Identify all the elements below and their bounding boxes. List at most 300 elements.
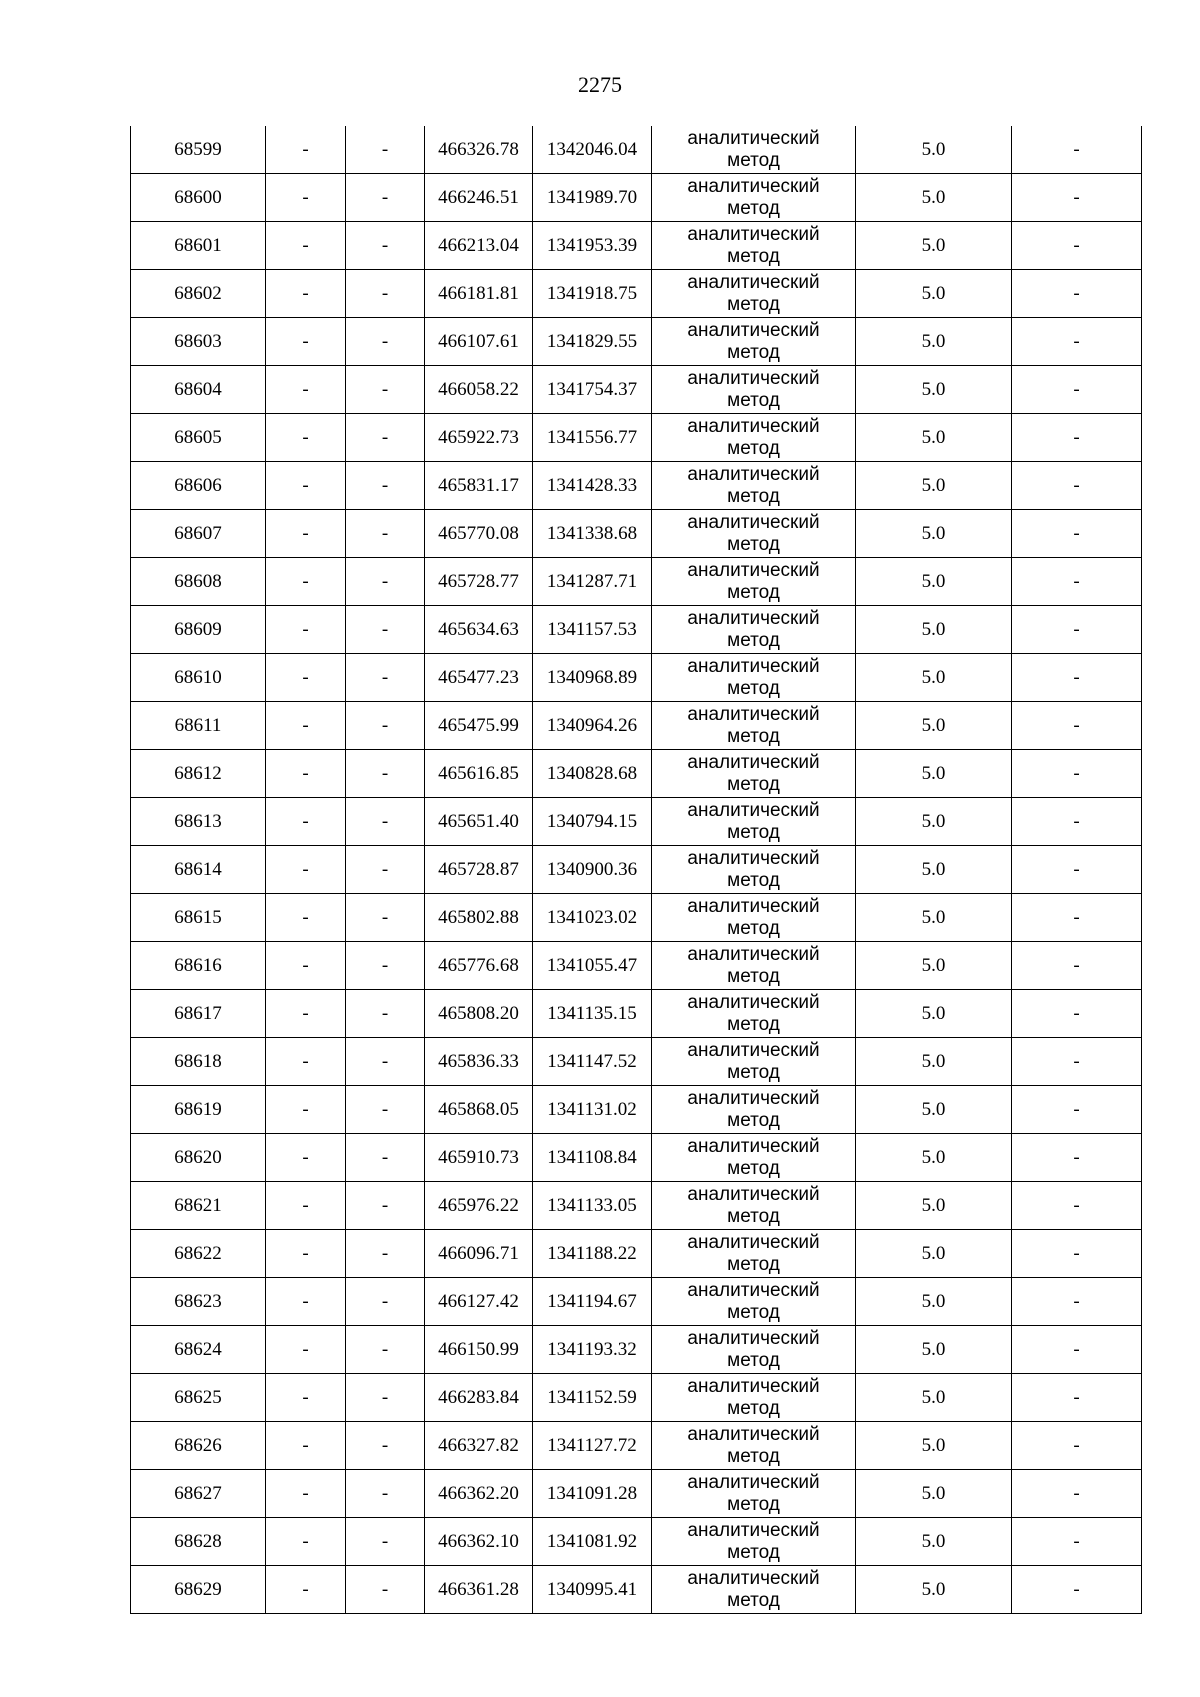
accuracy-cell: 5.0 <box>856 654 1012 702</box>
method-cell <box>652 894 856 942</box>
point-number-cell: 68612 <box>131 750 266 798</box>
method-cell <box>652 1134 856 1182</box>
method-cell <box>652 366 856 414</box>
table-row <box>131 1422 1142 1470</box>
accuracy-cell: 5.0 <box>856 1086 1012 1134</box>
method-cell <box>652 174 856 222</box>
dash-cell-b: - <box>346 558 425 606</box>
accuracy-cell: 5.0 <box>856 846 1012 894</box>
dash-cell-b: - <box>346 1230 425 1278</box>
accuracy-cell: 5.0 <box>856 1038 1012 1086</box>
method-line-2: метод <box>727 725 780 747</box>
dash-cell-c: - <box>1012 1038 1142 1086</box>
point-number-cell: 68610 <box>131 654 266 702</box>
x-coordinate-cell: 465808.20 <box>425 990 533 1038</box>
y-coordinate-cell: 1341754.37 <box>533 366 652 414</box>
x-coordinate-cell: 466326.78 <box>425 126 533 174</box>
dash-cell-a: - <box>266 270 346 318</box>
x-coordinate-cell: 465910.73 <box>425 1134 533 1182</box>
dash-cell-c: - <box>1012 222 1142 270</box>
method-cell <box>652 1566 856 1614</box>
table-row <box>131 1278 1142 1326</box>
method-line-1: аналитический <box>687 319 820 341</box>
method-line-2: метод <box>727 1109 780 1131</box>
method-cell <box>652 750 856 798</box>
dash-cell-a: - <box>266 1422 346 1470</box>
method-line-2: метод <box>727 293 780 315</box>
point-number-cell: 68614 <box>131 846 266 894</box>
dash-cell-c: - <box>1012 702 1142 750</box>
method-line-1: аналитический <box>687 1039 820 1061</box>
x-coordinate-cell: 466283.84 <box>425 1374 533 1422</box>
point-number-cell: 68629 <box>131 1566 266 1614</box>
dash-cell-c: - <box>1012 990 1142 1038</box>
table-row <box>131 1086 1142 1134</box>
x-coordinate-cell: 465728.77 <box>425 558 533 606</box>
method-cell <box>652 126 856 174</box>
accuracy-cell: 5.0 <box>856 942 1012 990</box>
method-line-1: аналитический <box>687 511 820 533</box>
point-number-cell: 68619 <box>131 1086 266 1134</box>
point-number-cell: 68609 <box>131 606 266 654</box>
page-number: 2275 <box>578 72 622 97</box>
method-line-2: метод <box>727 917 780 939</box>
table-row <box>131 1134 1142 1182</box>
dash-cell-b: - <box>346 1518 425 1566</box>
y-coordinate-cell: 1341131.02 <box>533 1086 652 1134</box>
method-cell <box>652 510 856 558</box>
accuracy-cell: 5.0 <box>856 990 1012 1038</box>
method-line-1: аналитический <box>687 1327 820 1349</box>
x-coordinate-cell: 466107.61 <box>425 318 533 366</box>
method-line-2: метод <box>727 1157 780 1179</box>
x-coordinate-cell: 466127.42 <box>425 1278 533 1326</box>
dash-cell-c: - <box>1012 942 1142 990</box>
table-row <box>131 702 1142 750</box>
y-coordinate-cell: 1341188.22 <box>533 1230 652 1278</box>
method-line-1: аналитический <box>687 847 820 869</box>
x-coordinate-cell: 466327.82 <box>425 1422 533 1470</box>
dash-cell-a: - <box>266 366 346 414</box>
x-coordinate-cell: 465616.85 <box>425 750 533 798</box>
dash-cell-b: - <box>346 318 425 366</box>
point-number-cell: 68599 <box>131 126 266 174</box>
dash-cell-b: - <box>346 942 425 990</box>
method-line-1: аналитический <box>687 607 820 629</box>
method-line-1: аналитический <box>687 415 820 437</box>
dash-cell-a: - <box>266 558 346 606</box>
dash-cell-c: - <box>1012 174 1142 222</box>
dash-cell-b: - <box>346 126 425 174</box>
dash-cell-c: - <box>1012 1470 1142 1518</box>
method-line-2: метод <box>727 1541 780 1563</box>
x-coordinate-cell: 465634.63 <box>425 606 533 654</box>
method-cell <box>652 1374 856 1422</box>
point-number-cell: 68625 <box>131 1374 266 1422</box>
y-coordinate-cell: 1340900.36 <box>533 846 652 894</box>
y-coordinate-cell: 1341953.39 <box>533 222 652 270</box>
accuracy-cell: 5.0 <box>856 1518 1012 1566</box>
x-coordinate-cell: 466150.99 <box>425 1326 533 1374</box>
accuracy-cell: 5.0 <box>856 1470 1012 1518</box>
dash-cell-c: - <box>1012 1374 1142 1422</box>
method-line-1: аналитический <box>687 895 820 917</box>
dash-cell-a: - <box>266 942 346 990</box>
method-cell <box>652 222 856 270</box>
table-row <box>131 558 1142 606</box>
accuracy-cell: 5.0 <box>856 366 1012 414</box>
method-cell <box>652 1278 856 1326</box>
dash-cell-b: - <box>346 894 425 942</box>
method-line-1: аналитический <box>687 1231 820 1253</box>
method-line-1: аналитический <box>687 1135 820 1157</box>
x-coordinate-cell: 465868.05 <box>425 1086 533 1134</box>
x-coordinate-cell: 465651.40 <box>425 798 533 846</box>
dash-cell-c: - <box>1012 894 1142 942</box>
table-row <box>131 1182 1142 1230</box>
method-line-1: аналитический <box>687 1519 820 1541</box>
table-row <box>131 1470 1142 1518</box>
method-cell <box>652 1182 856 1230</box>
dash-cell-a: - <box>266 1230 346 1278</box>
dash-cell-b: - <box>346 366 425 414</box>
method-line-1: аналитический <box>687 1183 820 1205</box>
table-row <box>131 510 1142 558</box>
accuracy-cell: 5.0 <box>856 1278 1012 1326</box>
method-line-1: аналитический <box>687 1279 820 1301</box>
dash-cell-a: - <box>266 462 346 510</box>
method-cell <box>652 654 856 702</box>
dash-cell-a: - <box>266 894 346 942</box>
dash-cell-b: - <box>346 1182 425 1230</box>
y-coordinate-cell: 1341194.67 <box>533 1278 652 1326</box>
method-line-2: метод <box>727 533 780 555</box>
y-coordinate-cell: 1341108.84 <box>533 1134 652 1182</box>
point-number-cell: 68605 <box>131 414 266 462</box>
method-line-1: аналитический <box>687 367 820 389</box>
x-coordinate-cell: 466361.28 <box>425 1566 533 1614</box>
method-cell <box>652 702 856 750</box>
point-number-cell: 68608 <box>131 558 266 606</box>
y-coordinate-cell: 1340964.26 <box>533 702 652 750</box>
dash-cell-c: - <box>1012 558 1142 606</box>
point-number-cell: 68611 <box>131 702 266 750</box>
method-cell <box>652 846 856 894</box>
table-row <box>131 126 1142 174</box>
accuracy-cell: 5.0 <box>856 1134 1012 1182</box>
accuracy-cell: 5.0 <box>856 318 1012 366</box>
x-coordinate-cell: 465802.88 <box>425 894 533 942</box>
method-line-1: аналитический <box>687 271 820 293</box>
point-number-cell: 68616 <box>131 942 266 990</box>
accuracy-cell: 5.0 <box>856 750 1012 798</box>
point-number-cell: 68604 <box>131 366 266 414</box>
dash-cell-b: - <box>346 414 425 462</box>
table-row <box>131 1566 1142 1614</box>
dash-cell-b: - <box>346 990 425 1038</box>
x-coordinate-cell: 465475.99 <box>425 702 533 750</box>
point-number-cell: 68607 <box>131 510 266 558</box>
dash-cell-a: - <box>266 750 346 798</box>
y-coordinate-cell: 1341157.53 <box>533 606 652 654</box>
y-coordinate-cell: 1341287.71 <box>533 558 652 606</box>
dash-cell-c: - <box>1012 1134 1142 1182</box>
y-coordinate-cell: 1341023.02 <box>533 894 652 942</box>
method-line-1: аналитический <box>687 463 820 485</box>
point-number-cell: 68618 <box>131 1038 266 1086</box>
method-line-2: метод <box>727 1493 780 1515</box>
y-coordinate-cell: 1342046.04 <box>533 126 652 174</box>
dash-cell-c: - <box>1012 366 1142 414</box>
method-cell <box>652 1038 856 1086</box>
table-row <box>131 414 1142 462</box>
method-line-2: метод <box>727 197 780 219</box>
table-row <box>131 1038 1142 1086</box>
method-line-2: метод <box>727 1205 780 1227</box>
dash-cell-a: - <box>266 1086 346 1134</box>
table-row <box>131 846 1142 894</box>
dash-cell-a: - <box>266 606 346 654</box>
table-row <box>131 1518 1142 1566</box>
point-number-cell: 68617 <box>131 990 266 1038</box>
method-cell <box>652 990 856 1038</box>
method-cell <box>652 606 856 654</box>
y-coordinate-cell: 1341428.33 <box>533 462 652 510</box>
method-line-1: аналитический <box>687 559 820 581</box>
accuracy-cell: 5.0 <box>856 222 1012 270</box>
y-coordinate-cell: 1341135.15 <box>533 990 652 1038</box>
method-line-2: метод <box>727 581 780 603</box>
dash-cell-c: - <box>1012 462 1142 510</box>
x-coordinate-cell: 465776.68 <box>425 942 533 990</box>
y-coordinate-cell: 1341918.75 <box>533 270 652 318</box>
table-body <box>131 126 1142 1614</box>
dash-cell-b: - <box>346 1566 425 1614</box>
dash-cell-c: - <box>1012 1182 1142 1230</box>
dash-cell-a: - <box>266 1374 346 1422</box>
dash-cell-b: - <box>346 702 425 750</box>
y-coordinate-cell: 1341152.59 <box>533 1374 652 1422</box>
point-number-cell: 68601 <box>131 222 266 270</box>
method-line-2: метод <box>727 389 780 411</box>
accuracy-cell: 5.0 <box>856 270 1012 318</box>
method-line-1: аналитический <box>687 1423 820 1445</box>
method-line-1: аналитический <box>687 175 820 197</box>
method-line-2: метод <box>727 965 780 987</box>
y-coordinate-cell: 1341091.28 <box>533 1470 652 1518</box>
dash-cell-b: - <box>346 1086 425 1134</box>
coordinates-table <box>130 126 1142 1614</box>
dash-cell-a: - <box>266 126 346 174</box>
method-line-2: метод <box>727 1061 780 1083</box>
x-coordinate-cell: 465976.22 <box>425 1182 533 1230</box>
dash-cell-c: - <box>1012 1422 1142 1470</box>
method-line-2: метод <box>727 1589 780 1611</box>
table-row <box>131 1230 1142 1278</box>
table-row <box>131 270 1142 318</box>
accuracy-cell: 5.0 <box>856 558 1012 606</box>
method-line-2: метод <box>727 1445 780 1467</box>
method-cell <box>652 1422 856 1470</box>
method-line-2: метод <box>727 869 780 891</box>
dash-cell-c: - <box>1012 270 1142 318</box>
accuracy-cell: 5.0 <box>856 174 1012 222</box>
dash-cell-c: - <box>1012 1278 1142 1326</box>
point-number-cell: 68613 <box>131 798 266 846</box>
dash-cell-a: - <box>266 510 346 558</box>
method-cell <box>652 270 856 318</box>
dash-cell-c: - <box>1012 846 1142 894</box>
table-row <box>131 174 1142 222</box>
y-coordinate-cell: 1340794.15 <box>533 798 652 846</box>
method-cell <box>652 318 856 366</box>
y-coordinate-cell: 1340968.89 <box>533 654 652 702</box>
dash-cell-c: - <box>1012 1326 1142 1374</box>
dash-cell-b: - <box>346 1470 425 1518</box>
method-line-2: метод <box>727 677 780 699</box>
x-coordinate-cell: 466246.51 <box>425 174 533 222</box>
table-row <box>131 750 1142 798</box>
accuracy-cell: 5.0 <box>856 1326 1012 1374</box>
x-coordinate-cell: 466362.20 <box>425 1470 533 1518</box>
x-coordinate-cell: 466181.81 <box>425 270 533 318</box>
point-number-cell: 68615 <box>131 894 266 942</box>
point-number-cell: 68620 <box>131 1134 266 1182</box>
method-line-1: аналитический <box>687 1375 820 1397</box>
table-row <box>131 1326 1142 1374</box>
method-cell <box>652 1086 856 1134</box>
method-line-2: метод <box>727 437 780 459</box>
dash-cell-c: - <box>1012 606 1142 654</box>
x-coordinate-cell: 466213.04 <box>425 222 533 270</box>
table-row <box>131 798 1142 846</box>
table-row <box>131 894 1142 942</box>
dash-cell-a: - <box>266 1470 346 1518</box>
table-row <box>131 654 1142 702</box>
table-row <box>131 942 1142 990</box>
method-cell <box>652 942 856 990</box>
method-line-1: аналитический <box>687 1087 820 1109</box>
point-number-cell: 68626 <box>131 1422 266 1470</box>
method-line-2: метод <box>727 1013 780 1035</box>
y-coordinate-cell: 1341147.52 <box>533 1038 652 1086</box>
point-number-cell: 68627 <box>131 1470 266 1518</box>
x-coordinate-cell: 465831.17 <box>425 462 533 510</box>
accuracy-cell: 5.0 <box>856 798 1012 846</box>
point-number-cell: 68623 <box>131 1278 266 1326</box>
x-coordinate-cell: 465836.33 <box>425 1038 533 1086</box>
dash-cell-a: - <box>266 1278 346 1326</box>
method-cell <box>652 1470 856 1518</box>
x-coordinate-cell: 466058.22 <box>425 366 533 414</box>
accuracy-cell: 5.0 <box>856 1182 1012 1230</box>
method-line-1: аналитический <box>687 127 820 149</box>
dash-cell-a: - <box>266 318 346 366</box>
method-cell <box>652 798 856 846</box>
y-coordinate-cell: 1341829.55 <box>533 318 652 366</box>
method-cell <box>652 414 856 462</box>
dash-cell-a: - <box>266 798 346 846</box>
table-row <box>131 606 1142 654</box>
method-line-2: метод <box>727 1253 780 1275</box>
dash-cell-b: - <box>346 222 425 270</box>
dash-cell-c: - <box>1012 1086 1142 1134</box>
accuracy-cell: 5.0 <box>856 1422 1012 1470</box>
dash-cell-a: - <box>266 846 346 894</box>
dash-cell-c: - <box>1012 318 1142 366</box>
method-line-1: аналитический <box>687 751 820 773</box>
dash-cell-b: - <box>346 654 425 702</box>
point-number-cell: 68600 <box>131 174 266 222</box>
dash-cell-b: - <box>346 1038 425 1086</box>
method-line-1: аналитический <box>687 991 820 1013</box>
dash-cell-b: - <box>346 1326 425 1374</box>
method-line-2: метод <box>727 1349 780 1371</box>
y-coordinate-cell: 1341338.68 <box>533 510 652 558</box>
method-line-1: аналитический <box>687 655 820 677</box>
y-coordinate-cell: 1341055.47 <box>533 942 652 990</box>
point-number-cell: 68628 <box>131 1518 266 1566</box>
y-coordinate-cell: 1340828.68 <box>533 750 652 798</box>
accuracy-cell: 5.0 <box>856 126 1012 174</box>
point-number-cell: 68603 <box>131 318 266 366</box>
dash-cell-c: - <box>1012 414 1142 462</box>
dash-cell-a: - <box>266 1038 346 1086</box>
y-coordinate-cell: 1341133.05 <box>533 1182 652 1230</box>
accuracy-cell: 5.0 <box>856 462 1012 510</box>
y-coordinate-cell: 1341127.72 <box>533 1422 652 1470</box>
method-line-2: метод <box>727 245 780 267</box>
method-line-1: аналитический <box>687 1471 820 1493</box>
dash-cell-a: - <box>266 1518 346 1566</box>
dash-cell-c: - <box>1012 1518 1142 1566</box>
point-number-cell: 68622 <box>131 1230 266 1278</box>
dash-cell-b: - <box>346 462 425 510</box>
method-line-1: аналитический <box>687 1567 820 1589</box>
accuracy-cell: 5.0 <box>856 894 1012 942</box>
dash-cell-a: - <box>266 1182 346 1230</box>
dash-cell-a: - <box>266 702 346 750</box>
dash-cell-b: - <box>346 606 425 654</box>
point-number-cell: 68602 <box>131 270 266 318</box>
method-line-1: аналитический <box>687 799 820 821</box>
y-coordinate-cell: 1340995.41 <box>533 1566 652 1614</box>
method-line-2: метод <box>727 1301 780 1323</box>
dash-cell-a: - <box>266 1566 346 1614</box>
dash-cell-c: - <box>1012 126 1142 174</box>
dash-cell-b: - <box>346 750 425 798</box>
dash-cell-c: - <box>1012 750 1142 798</box>
table-row <box>131 1374 1142 1422</box>
accuracy-cell: 5.0 <box>856 1230 1012 1278</box>
table-row <box>131 990 1142 1038</box>
point-number-cell: 68606 <box>131 462 266 510</box>
dash-cell-b: - <box>346 798 425 846</box>
x-coordinate-cell: 466362.10 <box>425 1518 533 1566</box>
table-row <box>131 366 1142 414</box>
method-cell <box>652 1326 856 1374</box>
method-cell <box>652 558 856 606</box>
x-coordinate-cell: 465922.73 <box>425 414 533 462</box>
table-row <box>131 222 1142 270</box>
dash-cell-a: - <box>266 1326 346 1374</box>
x-coordinate-cell: 465728.87 <box>425 846 533 894</box>
accuracy-cell: 5.0 <box>856 1374 1012 1422</box>
dash-cell-c: - <box>1012 798 1142 846</box>
y-coordinate-cell: 1341556.77 <box>533 414 652 462</box>
dash-cell-a: - <box>266 1134 346 1182</box>
dash-cell-b: - <box>346 1278 425 1326</box>
